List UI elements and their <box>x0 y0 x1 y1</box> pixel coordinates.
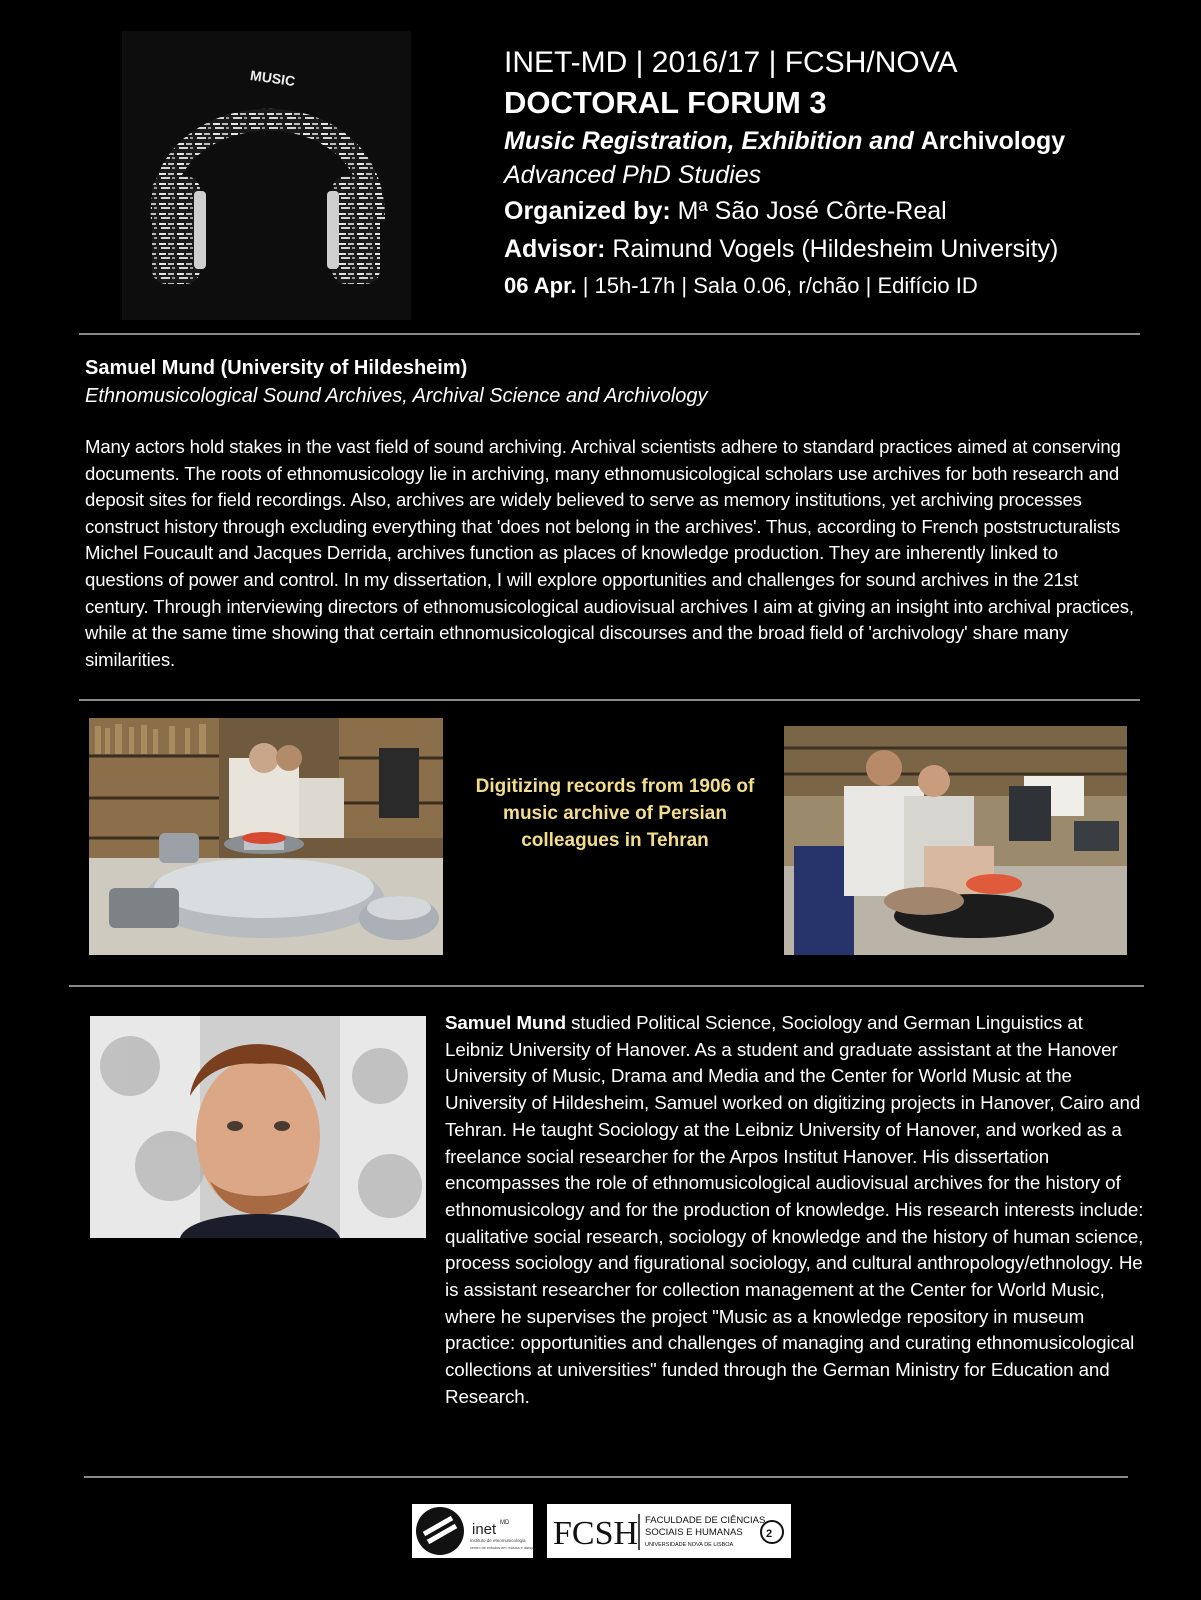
divider <box>79 333 1140 335</box>
event-details: | 15h-17h | Sala 0.06, r/chão | Edifício ID <box>582 273 978 298</box>
divider <box>79 699 1140 701</box>
svg-text:inet: inet <box>472 1521 497 1538</box>
organizer-label: Organized by: <box>504 197 671 225</box>
talk-title: Ethnomusicological Sound Archives, Archival Science and Archivology <box>85 385 708 407</box>
event-date: 06 Apr. <box>504 273 577 298</box>
talk-section <box>85 354 1135 673</box>
svg-text:UNIVERSIDADE NOVA DE LISBOA: UNIVERSIDADE NOVA DE LISBOA <box>645 1542 734 1548</box>
speaker-portrait <box>90 1016 426 1238</box>
event-subtitle-part2: Archivology <box>920 127 1066 155</box>
turntable-photo <box>89 718 443 955</box>
organizer-line <box>504 192 1184 230</box>
digitizing-photo <box>784 726 1127 955</box>
event-subtitle <box>504 124 1184 158</box>
divider <box>84 1476 1128 1478</box>
advisor-value: Raimund Vogels (Hildesheim University) <box>612 235 1059 263</box>
svg-text:MUSIC: MUSIC <box>249 66 297 90</box>
inet-logo <box>412 1504 533 1558</box>
svg-text:instituto de etnomusicologia: instituto de etnomusicologia <box>470 1538 526 1543</box>
advisor-label: Advisor: <box>504 235 606 263</box>
speaker-name: Samuel Mund (University of Hildesheim) <box>85 357 468 379</box>
headphones-word-art <box>122 31 411 320</box>
photo-caption: Digitizing records from 1906 of music archive of Persian colleagues in Tehran <box>475 776 755 851</box>
svg-text:MD: MD <box>500 1520 510 1526</box>
fcsh-logo <box>547 1504 791 1558</box>
advisor-line <box>504 230 1184 268</box>
svg-text:centro de estudos em música e: centro de estudos em música e dança <box>470 1546 533 1550</box>
svg-text:FACULDADE DE CIÊNCIAS: FACULDADE DE CIÊNCIAS <box>645 1515 766 1526</box>
speaker-bio <box>445 1010 1145 1411</box>
talk-abstract: Many actors hold stakes in the vast field of sound archiving. Archival scientists adhere to standard practices aimed at conserving documents. The roots of ethnomusicology lie in archiving, many ethnomusicological scholars use archives for both research and deposit sites for field recordings. Also, archives are widely believed to serve as memory institutions, yet archiving processes construct history through excluding everything that 'does not belong in the archives'. Thus, according to French poststructuralists Michel Foucault and Jacques Derrida, archives function as places of knowledge production. They are inherently linked to questions of power and control. In my dissertation, I will explore opportunities and challenges for sound archives in the 21st century. Through interviewing directors of ethnomusicological audiovisual archives I aim at giving an insight into archival practices, while at the same time showing that certain ethnomusicological discourses and the broad field of 'archivology' share many similarities. <box>85 436 1134 670</box>
schedule-line <box>504 268 1184 304</box>
program-name: Advanced PhD Studies <box>504 161 762 189</box>
organizer-value: Mª São José Côrte-Real <box>677 197 947 225</box>
svg-text:FCSH: FCSH <box>553 1515 639 1552</box>
bio-name: Samuel Mund <box>445 1012 566 1033</box>
bio-text: studied Political Science, Sociology and German Linguistics at Leibniz University of Hanover. As a student and graduate assistant at the Hanover University of Music, Drama and Media and the Center for World Music at the University of Hildesheim, Samuel worked on digitizing projects in Hanover, Cairo and Tehran. He taught Sociology at the Leibniz University of Hanover, and worked as a freelance social researcher for the Arpos Institut Hanover. His dissertation encompasses the role of ethnomusicological audiovisual archives for the history of ethnomusicology and for the production of knowledge. His research interests include: qualitative social research, sociology of knowledge and the history of human science, process sociology and figurational sociology, and cultural anthropology/ethnology. He is assistant researcher for collection management at the Center for World Music, where he supervises the project "Music as a knowledge repository in museum practice: opportunities and challenges of managing and curating ethnomusicological collections at universities" funded through the German Ministry for Education and Research. <box>445 1012 1144 1407</box>
svg-text:SOCIAIS E HUMANAS: SOCIAIS E HUMANAS <box>645 1527 743 1538</box>
headphones-icon <box>122 31 411 320</box>
event-header <box>504 44 1184 304</box>
institution-line: INET-MD | 2016/17 | FCSH/NOVA <box>504 46 958 79</box>
event-title: DOCTORAL FORUM 3 <box>504 85 827 120</box>
divider <box>69 985 1144 987</box>
svg-text:2: 2 <box>766 1528 773 1540</box>
event-subtitle-part1: Music Registration, Exhibition and <box>504 127 914 155</box>
